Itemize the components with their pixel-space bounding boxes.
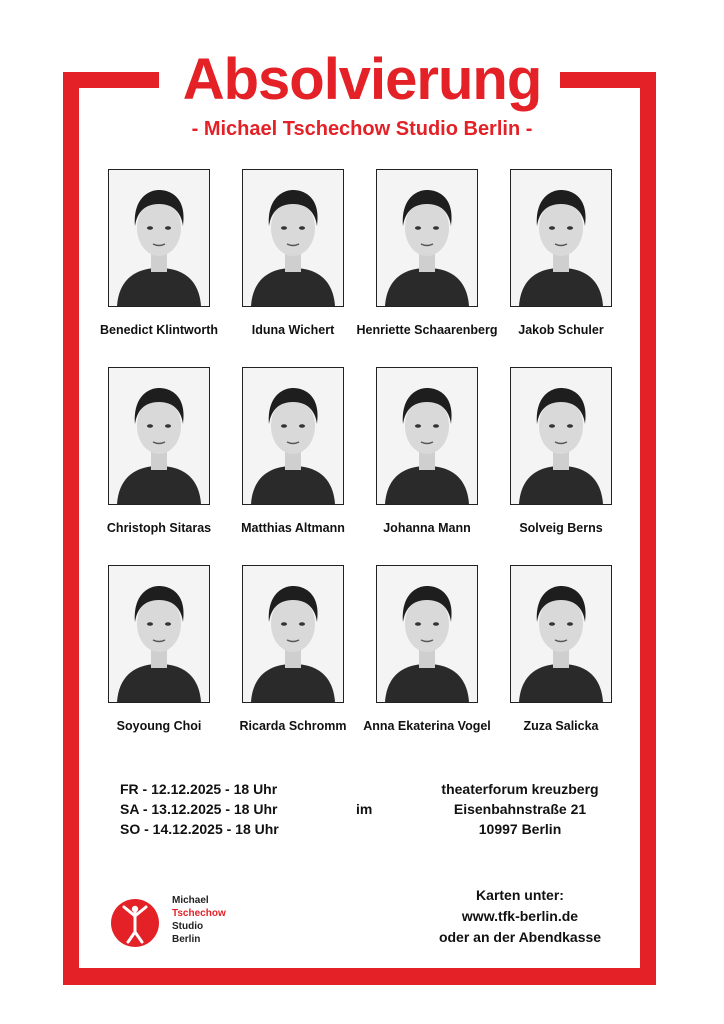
performance-date: FR - 12.12.2025 - 18 Uhr xyxy=(120,781,278,797)
poster-title: Absolvierung xyxy=(182,47,542,112)
portrait-photo xyxy=(108,367,210,505)
portrait-photo xyxy=(510,169,612,307)
cast-name: Zuza Salicka xyxy=(523,719,599,733)
portrait-photo xyxy=(376,565,478,703)
frame-right-border xyxy=(640,72,656,985)
portrait-photo xyxy=(108,565,210,703)
poster-subtitle: - Michael Tschechow Studio Berlin - xyxy=(191,118,533,140)
portrait-silhouette-icon xyxy=(243,566,343,702)
venue-connector: im xyxy=(356,801,373,817)
cast-name: Jakob Schuler xyxy=(518,323,604,337)
cast-name: Benedict Klintworth xyxy=(99,323,219,337)
portrait-photo xyxy=(242,169,344,307)
studio-logo-icon xyxy=(110,898,160,948)
tickets-box-office: oder an der Abendkasse xyxy=(438,929,602,945)
portrait-photo xyxy=(510,565,612,703)
portrait-silhouette-icon xyxy=(109,368,209,504)
venue-street: Eisenbahnstraße 21 xyxy=(453,801,587,817)
portrait-silhouette-icon xyxy=(511,170,611,306)
portrait-photo xyxy=(376,169,478,307)
portrait-photo xyxy=(510,367,612,505)
cast-name: Henriette Schaarenberg xyxy=(356,323,498,337)
tickets-url-link[interactable]: www.tfk-berlin.de xyxy=(461,908,579,924)
performance-date: SA - 13.12.2025 - 18 Uhr xyxy=(120,801,278,817)
frame-left-border xyxy=(63,72,79,985)
logo-text-line: Studio xyxy=(172,921,204,932)
portrait-silhouette-icon xyxy=(243,368,343,504)
portrait-silhouette-icon xyxy=(377,566,477,702)
logo-text-line: Berlin xyxy=(172,934,201,945)
portrait-photo xyxy=(242,565,344,703)
cast-name: Solveig Berns xyxy=(519,521,603,535)
cast-name: Matthias Altmann xyxy=(241,521,345,535)
frame-bottom-border xyxy=(63,968,656,985)
cast-name: Ricarda Schromm xyxy=(239,719,347,733)
cast-name: Soyoung Choi xyxy=(116,719,202,733)
venue-name: theaterforum kreuzberg xyxy=(441,781,599,797)
logo-text-line: Michael xyxy=(172,895,209,906)
venue-city: 10997 Berlin xyxy=(478,821,562,837)
cast-name: Johanna Mann xyxy=(383,521,471,535)
cast-name: Iduna Wichert xyxy=(251,323,335,337)
portrait-silhouette-icon xyxy=(511,368,611,504)
portrait-silhouette-icon xyxy=(109,170,209,306)
portrait-silhouette-icon xyxy=(511,566,611,702)
portrait-photo xyxy=(376,367,478,505)
portrait-silhouette-icon xyxy=(377,368,477,504)
portrait-silhouette-icon xyxy=(377,170,477,306)
portrait-photo xyxy=(242,367,344,505)
cast-name: Anna Ekaterina Vogel xyxy=(363,719,491,733)
logo-text-line: Tschechow xyxy=(172,908,226,919)
tickets-heading: Karten unter: xyxy=(476,887,564,903)
portrait-photo xyxy=(108,169,210,307)
portrait-silhouette-icon xyxy=(243,170,343,306)
performance-date: SO - 14.12.2025 - 18 Uhr xyxy=(120,821,279,837)
cast-name: Christoph Sitaras xyxy=(106,521,212,535)
portrait-silhouette-icon xyxy=(109,566,209,702)
